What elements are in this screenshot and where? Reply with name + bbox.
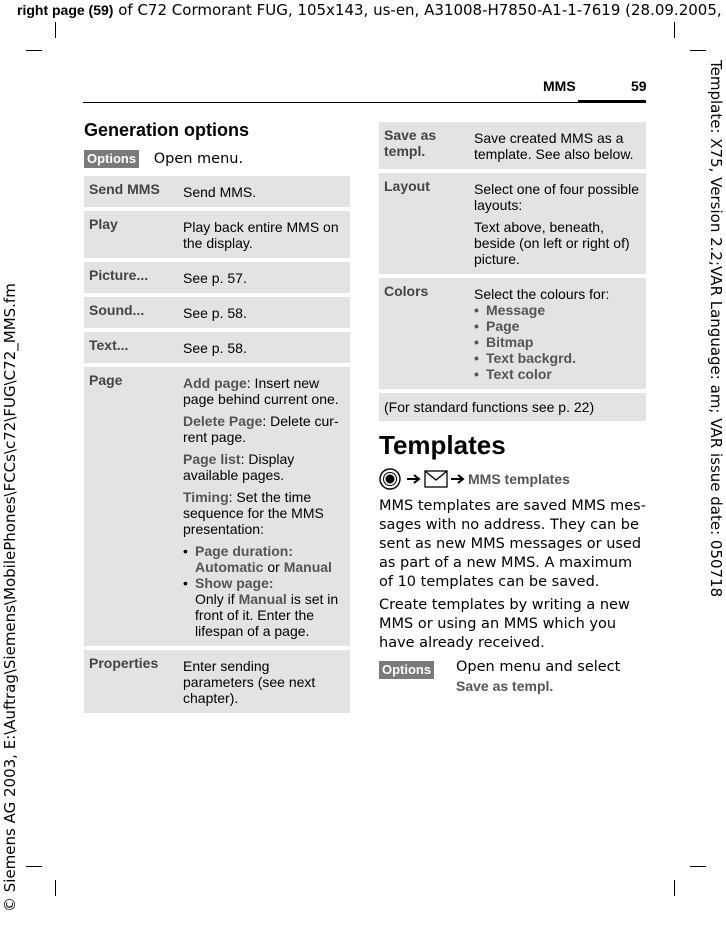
table-row <box>84 367 350 646</box>
colors-text: Select the colours for: <box>474 286 610 302</box>
colors-list <box>474 302 640 382</box>
options-softkey: Options <box>379 661 434 679</box>
bullet-term: Page duration: <box>195 543 294 559</box>
subitem-text: : Display available pages. <box>183 451 295 483</box>
option-key: Properties <box>84 650 177 713</box>
subitem-term: Add page <box>183 375 247 391</box>
print-header <box>17 1 726 21</box>
subitem-term: Timing <box>183 489 229 505</box>
bullet-term: Show page: <box>195 575 274 591</box>
bullet-term: Manual <box>238 591 287 607</box>
subitem-text: : Set the time sequence for the MMS presentation: <box>183 489 324 537</box>
option-key: Layout <box>379 173 468 274</box>
page-subitem <box>183 413 344 445</box>
option-key: Sound... <box>84 297 177 328</box>
side-copyright: © Siemens AG 2003, E:\Auftrag\Siemens\MobilePhones\FCCs\c72\FUG\C72_MMS.fm <box>1 283 19 912</box>
templates-paragraph: MMS templates are saved MMS mes-sages with no address. They can be sent as new MMS messages or used as part of a new MMS. A maximum of 10 templates can be saved. <box>379 498 646 590</box>
layout-text: Select one of four possible layouts: <box>474 181 639 213</box>
option-key: Save as templ. <box>379 122 468 169</box>
options-row <box>84 150 243 169</box>
option-key: Text... <box>84 332 177 363</box>
option-value <box>468 278 646 389</box>
options-softkey-row <box>379 659 434 679</box>
generation-options-table-continued <box>379 118 646 425</box>
option-value: Enter sending parameters (see next chapter). <box>177 650 350 713</box>
options-text: Open menu. <box>153 151 244 167</box>
bullet-term: Automatic <box>195 559 264 575</box>
page-number: 59 <box>631 78 647 94</box>
table-row <box>84 176 350 207</box>
save-as-template-label: Save as templ. <box>456 678 554 694</box>
option-value: See p. 58. <box>177 297 350 328</box>
envelope-icon <box>424 470 448 488</box>
subitem-text: : Insert new page behind current one. <box>183 375 339 407</box>
option-value: Play back entire MMS on the display. <box>177 211 350 258</box>
subitem-text: : Delete cur-rent page. <box>183 413 339 445</box>
timing-list <box>183 543 344 639</box>
crop-mark <box>674 22 675 38</box>
option-key: Send MMS <box>84 176 177 207</box>
list-item: • Bitmap <box>474 334 640 350</box>
list-item: • Text backgrd. <box>474 350 640 366</box>
options-text: Open menu and select <box>456 659 621 675</box>
create-templates-paragraph: Create templates by writing a new MMS or using an MMS which you have already received. <box>379 597 630 651</box>
subitem-term: Page list <box>183 451 241 467</box>
layout-text: Text above, beneath, beside (on left or right of) picture. <box>474 219 630 267</box>
option-value: Save created MMS as a template. See also below. <box>468 122 646 169</box>
table-row <box>84 297 350 328</box>
options-softkey-description <box>456 658 651 697</box>
option-key: Colors <box>379 278 468 389</box>
table-row <box>84 650 350 713</box>
templates-heading: Templates <box>379 430 506 460</box>
table-row <box>379 278 646 389</box>
bullet-term: Manual <box>283 559 332 575</box>
bullet-text: Only if <box>195 591 239 607</box>
table-row <box>379 122 646 169</box>
table-row <box>84 211 350 258</box>
generation-options-table <box>84 172 350 717</box>
menu-path-label: MMS templates <box>468 471 570 487</box>
arrow-right-icon <box>406 472 424 486</box>
table-row <box>84 262 350 293</box>
option-value <box>468 173 646 274</box>
crop-mark <box>690 866 706 867</box>
page-subitem <box>183 375 344 407</box>
list-item: • Page <box>474 318 640 334</box>
section-title: MMS <box>543 78 576 94</box>
list-item <box>183 575 344 639</box>
navigation-key-icon <box>379 468 401 490</box>
crop-mark <box>674 880 675 896</box>
crop-mark <box>690 50 706 51</box>
header-rule-accent <box>578 100 646 103</box>
list-item: • Text color <box>474 366 640 382</box>
crop-mark <box>55 880 56 896</box>
page-subitem <box>183 451 344 483</box>
crop-mark <box>26 50 42 51</box>
option-key: Picture... <box>84 262 177 293</box>
header-rule <box>83 102 646 103</box>
standard-functions-note: (For standard functions see p. 22) <box>379 393 646 421</box>
crop-mark <box>26 866 42 867</box>
bullet-text: or <box>263 559 284 575</box>
list-item <box>183 543 344 575</box>
subitem-term: Delete Page <box>183 413 263 429</box>
option-value: See p. 57. <box>177 262 350 293</box>
generation-options-heading: Generation options <box>84 120 250 140</box>
table-row <box>84 332 350 363</box>
option-value: See p. 58. <box>177 332 350 363</box>
option-key: Page <box>84 367 177 646</box>
option-value: Send MMS. <box>177 176 350 207</box>
print-header-page: right page (59) <box>17 2 114 18</box>
side-template-info: Template: X75, Version 2.2;VAR Language: am; VAR issue date: 050718 <box>707 60 725 598</box>
print-header-info: of C72 Cormorant FUG, 105x143, us-en, A31008-H7850-A1-1-7619 (28.09.2005, <box>113 1 722 19</box>
menu-path <box>379 468 570 490</box>
page-subitem <box>183 489 344 537</box>
table-row <box>379 393 646 421</box>
option-key: Play <box>84 211 177 258</box>
arrow-right-icon <box>450 472 468 486</box>
crop-mark <box>55 22 56 38</box>
list-item: • Message <box>474 302 640 318</box>
table-row <box>379 173 646 274</box>
options-softkey: Options <box>84 150 139 168</box>
option-value <box>177 367 350 646</box>
bullet-text: is set in front of it. Enter the lifespan of a page. <box>195 591 339 639</box>
